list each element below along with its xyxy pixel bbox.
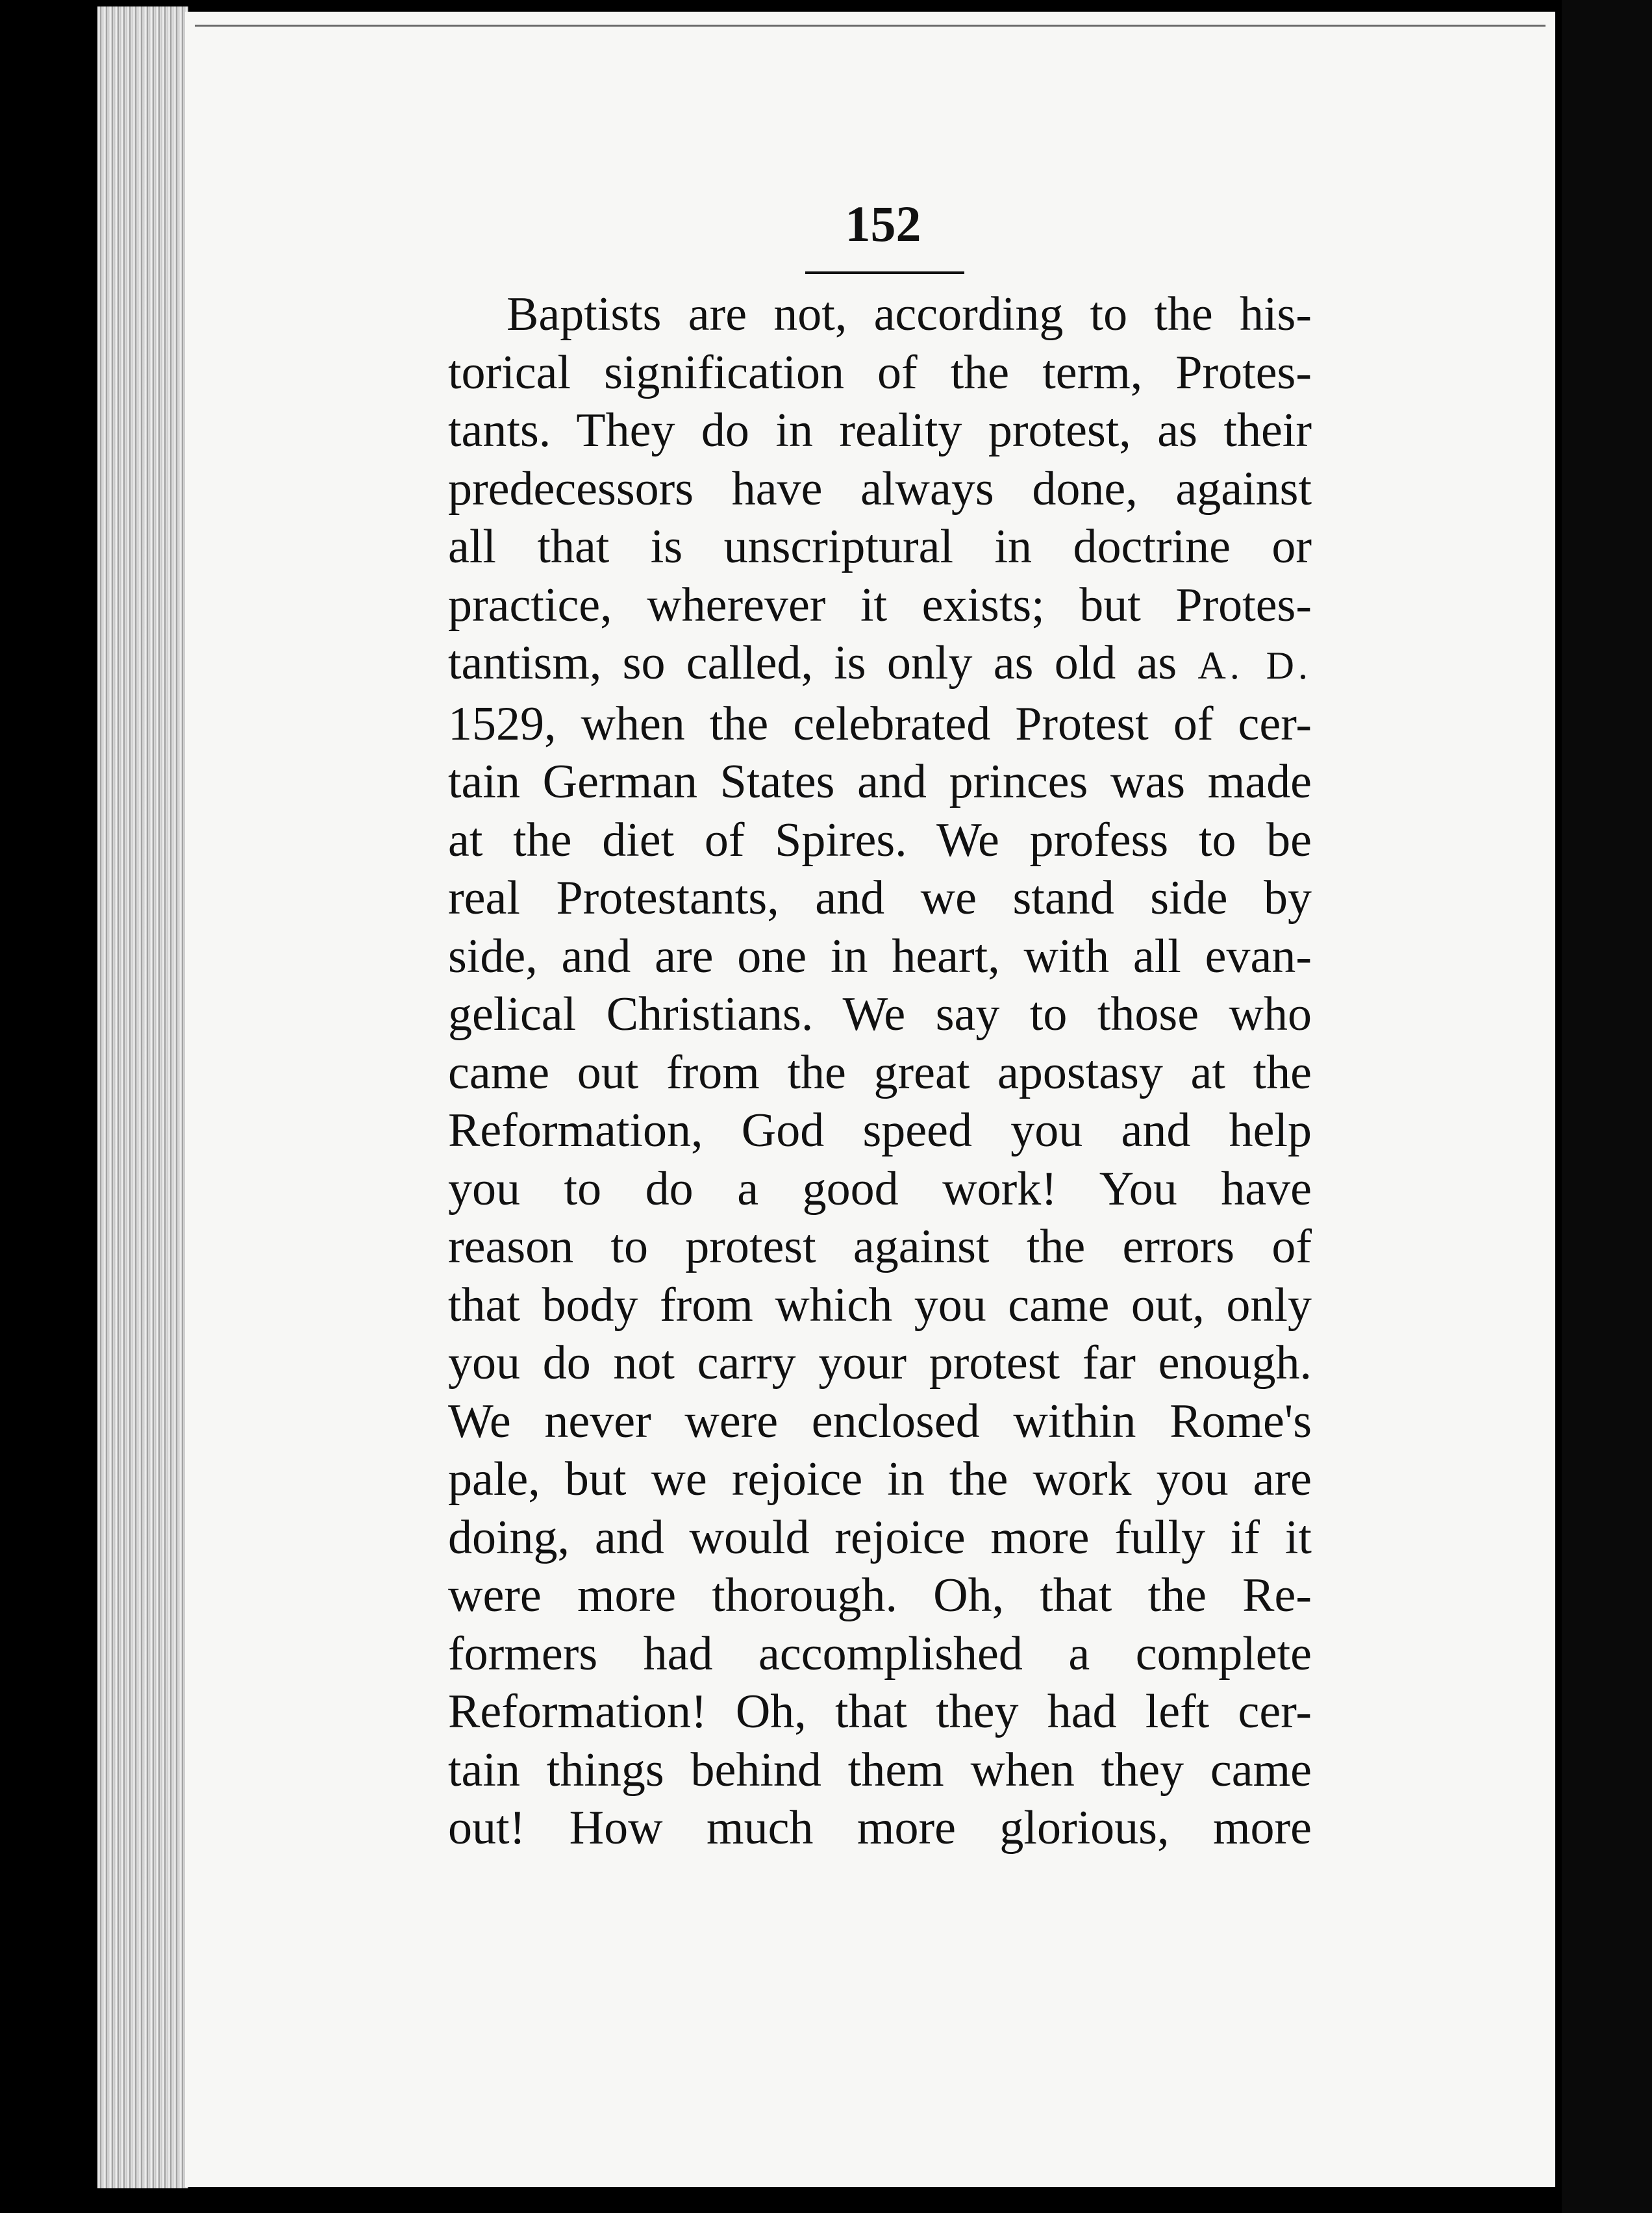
facing-page-edge — [1562, 0, 1652, 2213]
page-edges — [97, 6, 188, 2188]
text-line: tain German States and princes was made — [448, 755, 1312, 808]
text-line — [448, 634, 1312, 695]
text-line-segment: tantism, so called, is only as old as — [448, 636, 1177, 690]
text-line: all that is unscriptural in doctrine or — [448, 520, 1312, 573]
text-line: came out from the great apostasy at the — [448, 1045, 1312, 1099]
text-line: 1529, when the celebrated Protest of cer- — [448, 697, 1312, 751]
text-line: torical signification of the term, Protes- — [448, 345, 1312, 399]
text-line: that body from which you came out, only — [448, 1278, 1312, 1332]
text-line: side, and are one in heart, with all evan- — [448, 929, 1312, 983]
text-line: doing, and would rejoice more fully if it — [448, 1510, 1312, 1564]
text-line: reason to protest against the errors of — [448, 1220, 1312, 1273]
text-line: gelical Christians. We say to those who — [448, 988, 1312, 1041]
text-line: We never were enclosed within Rome's — [448, 1394, 1312, 1448]
text-line: practice, wherever it exists; but Protes- — [448, 578, 1312, 632]
text-line: tain things behind them when they came — [448, 1743, 1312, 1797]
text-line: Reformation! Oh, that they had left cer- — [448, 1685, 1312, 1738]
text-line: tants. They do in reality protest, as their — [448, 404, 1312, 457]
scan-top-edge — [195, 25, 1546, 27]
era-abbreviation: A. D. — [1197, 644, 1312, 687]
text-line: predecessors have always done, against — [448, 462, 1312, 516]
text-line: formers had accomplished a complete — [448, 1627, 1312, 1681]
text-line: Reformation, God speed you and help — [448, 1104, 1312, 1157]
text-line: Baptists are not, according to the his- — [507, 288, 1312, 341]
body-text — [448, 286, 1312, 1858]
text-line: pale, but we rejoice in the work you are — [448, 1453, 1312, 1506]
page-number: 152 — [845, 195, 921, 252]
text-line: at the diet of Spires. We profess to be — [448, 813, 1312, 867]
header-rule — [805, 271, 964, 274]
text-line: you to do a good work! You have — [448, 1162, 1312, 1216]
text-line: you do not carry your protest far enough. — [448, 1336, 1312, 1390]
text-line: out! How much more glorious, more — [448, 1801, 1312, 1855]
text-line: real Protestants, and we stand side by — [448, 871, 1312, 925]
text-line: were more thorough. Oh, that the Re- — [448, 1569, 1312, 1622]
